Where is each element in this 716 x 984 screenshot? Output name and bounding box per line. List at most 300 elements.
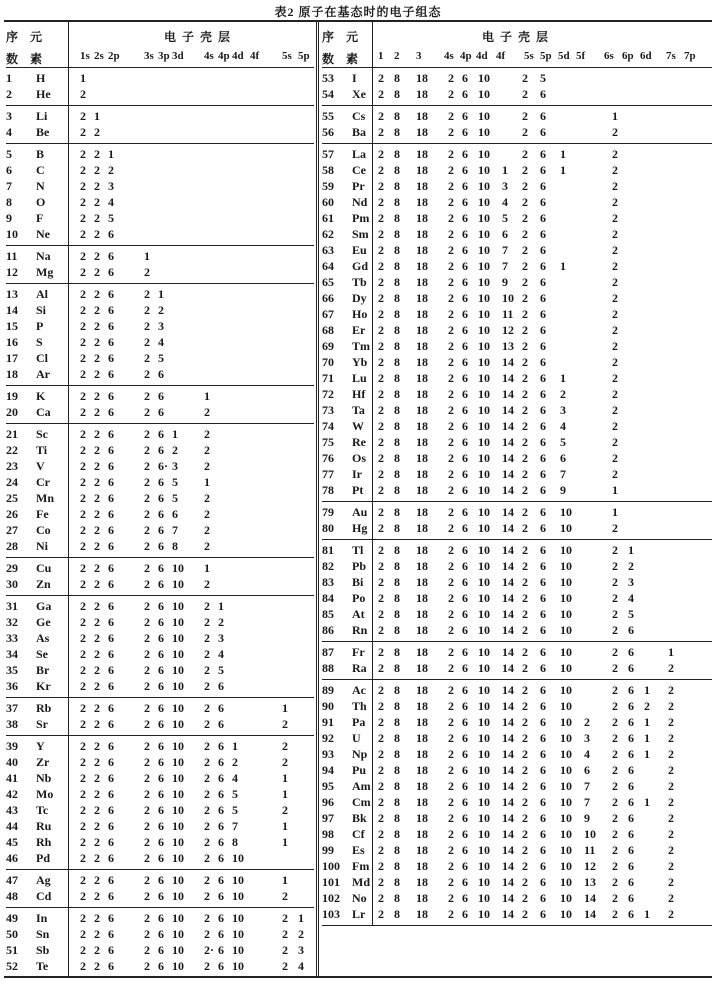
atomic-number: 72 <box>322 387 334 401</box>
element-row <box>6 755 314 771</box>
electron-count: 2 <box>94 125 100 139</box>
electron-count: 2 <box>80 459 86 473</box>
atomic-number: 32 <box>6 615 18 629</box>
electron-count: 2 <box>522 623 528 637</box>
electron-count: 2 <box>522 451 528 465</box>
electron-count: 2 <box>94 507 100 521</box>
atomic-number: 71 <box>322 371 334 385</box>
electron-count: 2 <box>94 351 100 365</box>
element-symbol: At <box>352 607 365 621</box>
electron-count: 2 <box>80 679 86 693</box>
electron-count: 6 <box>628 843 634 857</box>
electron-count: 6 <box>158 523 164 537</box>
element-row <box>322 715 712 731</box>
row-rule <box>68 676 69 698</box>
element-row <box>6 179 314 195</box>
electron-count: 14 <box>502 645 514 659</box>
electron-count: 1 <box>282 701 288 715</box>
electron-count: 1 <box>560 371 566 385</box>
electron-count: 6 <box>158 943 164 957</box>
electron-count: 10 <box>560 645 572 659</box>
electron-count: 6 <box>462 163 468 177</box>
electron-count: 9 <box>560 483 566 497</box>
electron-count: 2 <box>80 739 86 753</box>
atomic-number: 27 <box>6 523 18 537</box>
electron-count: 2 <box>378 147 384 161</box>
electron-count: 6 <box>108 647 114 661</box>
shell-subheader: 7s <box>666 50 676 62</box>
electron-count: 18 <box>416 875 428 889</box>
electron-count: 2 <box>204 663 210 677</box>
element-row <box>322 243 712 259</box>
electron-count: 10 <box>478 843 490 857</box>
electron-count: 6 <box>158 427 164 441</box>
electron-count: 6 <box>540 195 546 209</box>
electron-count: 18 <box>416 645 428 659</box>
electron-count: 2 <box>612 259 618 273</box>
electron-count: 2 <box>80 179 86 193</box>
element-group <box>6 870 314 908</box>
atomic-number: 75 <box>322 435 334 449</box>
electron-count: 6 <box>540 355 546 369</box>
atomic-number: 57 <box>322 147 334 161</box>
shell-subheader: 4f <box>496 50 506 62</box>
electron-count: 8 <box>394 483 400 497</box>
electron-count: 2 <box>172 443 178 457</box>
electron-count: 2 <box>378 467 384 481</box>
electron-count: 6 <box>108 927 114 941</box>
element-symbol: Ni <box>36 539 48 553</box>
electron-count: 2 <box>144 577 150 591</box>
electron-count: 18 <box>416 227 428 241</box>
atomic-number: 33 <box>6 631 18 645</box>
element-group <box>6 698 314 736</box>
electron-count: 8 <box>394 827 400 841</box>
atomic-number: 50 <box>6 927 18 941</box>
element-symbol: Co <box>36 523 51 537</box>
electron-count: 11 <box>584 843 596 857</box>
electron-count: 2 <box>80 889 86 903</box>
electron-count: 8 <box>394 451 400 465</box>
electron-count: 6 <box>628 747 634 761</box>
electron-count: 6 <box>108 803 114 817</box>
electron-count: 10 <box>232 943 244 957</box>
element-row <box>6 475 314 491</box>
atomic-number: 91 <box>322 715 334 729</box>
electron-count: 2 <box>448 467 454 481</box>
electron-count: 6 <box>462 259 468 273</box>
electron-count: 10 <box>172 679 184 693</box>
electron-count: 2 <box>612 163 618 177</box>
element-symbol: N <box>36 179 45 193</box>
electron-count: 10 <box>172 577 184 591</box>
electron-count: 4 <box>628 591 634 605</box>
electron-count: 6 <box>628 699 634 713</box>
electron-count: 2 <box>80 819 86 833</box>
element-symbol: Ho <box>352 307 368 321</box>
electron-count: 2 <box>612 125 618 139</box>
atomic-number: 6 <box>6 163 12 177</box>
electron-count: 2 <box>378 371 384 385</box>
electron-count: 8 <box>394 109 400 123</box>
electron-count: 18 <box>416 163 428 177</box>
electron-count: 2 <box>522 811 528 825</box>
electron-count: 6 <box>158 787 164 801</box>
electron-count: 2 <box>108 163 114 177</box>
electron-count: 5 <box>172 491 178 505</box>
element-symbol: Se <box>36 647 48 661</box>
electron-count: 8 <box>394 147 400 161</box>
electron-count: 1 <box>628 543 634 557</box>
electron-count: 2 <box>612 339 618 353</box>
electron-count: 2 <box>94 717 100 731</box>
element-symbol: No <box>352 891 367 905</box>
electron-count: 2 <box>668 731 674 745</box>
electron-count: 1 <box>144 249 150 263</box>
element-row <box>6 87 314 103</box>
electron-count: 3 <box>502 179 508 193</box>
electron-count: 2 <box>378 275 384 289</box>
electron-count: 2 <box>522 227 528 241</box>
electron-count: 2 <box>80 109 86 123</box>
atomic-number: 1 <box>6 71 12 85</box>
atomic-number: 11 <box>6 249 18 263</box>
element-symbol: Mg <box>36 265 54 279</box>
electron-count: 10 <box>478 355 490 369</box>
electron-count: 6 <box>158 663 164 677</box>
electron-count: 1 <box>560 259 566 273</box>
element-group <box>6 386 314 424</box>
electron-count: 10 <box>172 663 184 677</box>
electron-count: 2 <box>612 323 618 337</box>
element-symbol: La <box>352 147 367 161</box>
electron-count: 6 <box>540 907 546 921</box>
electron-count: 2 <box>80 615 86 629</box>
element-symbol: Si <box>36 303 47 317</box>
electron-count: 6 <box>108 335 114 349</box>
electron-count: 2 <box>522 179 528 193</box>
electron-count: 2 <box>612 623 618 637</box>
electron-count: 4 <box>584 747 590 761</box>
element-row <box>6 443 314 459</box>
element-row <box>322 339 712 355</box>
electron-count: 2 <box>144 889 150 903</box>
electron-count: 2 <box>144 561 150 575</box>
electron-count: 2 <box>94 851 100 865</box>
electron-count: 6 <box>540 623 546 637</box>
electron-count: 18 <box>416 661 428 675</box>
electron-count: 6 <box>462 683 468 697</box>
electron-count: 6 <box>158 717 164 731</box>
electron-count: 2 <box>522 505 528 519</box>
element-row <box>322 291 712 307</box>
electron-count: 10 <box>478 521 490 535</box>
electron-count: 3 <box>584 731 590 745</box>
electron-count: 10 <box>560 607 572 621</box>
electron-count: 2 <box>94 179 100 193</box>
element-symbol: Os <box>352 451 367 465</box>
electron-count: 1 <box>560 163 566 177</box>
element-row <box>322 645 712 661</box>
shell-subheader: 7p <box>684 50 696 62</box>
electron-count: 10 <box>560 559 572 573</box>
electron-count: 10 <box>478 147 490 161</box>
element-row <box>322 779 712 795</box>
electron-count: 2 <box>204 539 210 553</box>
atomic-number: 56 <box>322 125 334 139</box>
electron-count: 10 <box>478 747 490 761</box>
electron-count: 2 <box>218 615 224 629</box>
electron-count: 14 <box>502 543 514 557</box>
electron-count: 2 <box>668 683 674 697</box>
electron-count: 7 <box>584 795 590 809</box>
electron-count: 6 <box>108 367 114 381</box>
element-symbol: Br <box>36 663 50 677</box>
atomic-number: 44 <box>6 819 18 833</box>
element-symbol: Ti <box>36 443 48 457</box>
electron-count: 2 <box>668 907 674 921</box>
element-symbol: B <box>36 147 45 161</box>
electron-count: 10 <box>478 339 490 353</box>
electron-count: 6 <box>158 755 164 769</box>
electron-count: 2 <box>612 355 618 369</box>
electron-count: 2 <box>612 645 618 659</box>
electron-count: 2 <box>668 699 674 713</box>
electron-count: 12 <box>584 859 596 873</box>
electron-count: 6 <box>158 647 164 661</box>
electron-count: 14 <box>502 747 514 761</box>
atomic-number: 18 <box>6 367 18 381</box>
electron-count: 18 <box>416 907 428 921</box>
electron-count: 2 <box>522 827 528 841</box>
electron-count: 2 <box>80 835 86 849</box>
electron-count: 18 <box>416 259 428 273</box>
electron-count: 1 <box>668 645 674 659</box>
electron-count: 2 <box>378 211 384 225</box>
electron-count: 6 <box>158 771 164 785</box>
electron-count: 6 <box>218 755 224 769</box>
electron-count: 2 <box>94 755 100 769</box>
element-row <box>322 875 712 891</box>
electron-count: 1 <box>612 505 618 519</box>
element-row <box>322 147 712 163</box>
electron-count: 2 <box>94 959 100 973</box>
electron-count: 2 <box>612 521 618 535</box>
electron-count: 14 <box>502 483 514 497</box>
element-symbol: Th <box>352 699 367 713</box>
element-row <box>6 717 314 733</box>
electron-count: 2 <box>522 71 528 85</box>
electron-count: 6 <box>462 307 468 321</box>
electron-count: 2 <box>80 771 86 785</box>
electron-count: 2 <box>144 663 150 677</box>
electron-count: 2 <box>80 163 86 177</box>
electron-count: 6 <box>540 505 546 519</box>
element-row <box>322 623 712 639</box>
electron-count: 2 <box>282 803 288 817</box>
electron-count: 10 <box>560 575 572 589</box>
electron-count: 6 <box>540 661 546 675</box>
electron-count: 2 <box>94 367 100 381</box>
electron-count: 2 <box>448 243 454 257</box>
electron-count: 14 <box>502 607 514 621</box>
electron-count: 10 <box>478 779 490 793</box>
electron-count: 2 <box>522 275 528 289</box>
element-row <box>6 873 314 889</box>
electron-count: 2 <box>448 419 454 433</box>
electron-count: 5 <box>540 71 546 85</box>
electron-count: 2 <box>612 211 618 225</box>
electron-count: 6 <box>158 367 164 381</box>
electron-count: 6 <box>158 405 164 419</box>
shell-subheader: 4d <box>476 50 488 62</box>
electron-count: 6 <box>108 539 114 553</box>
electron-count: 2 <box>378 259 384 273</box>
electron-count: 2 <box>612 811 618 825</box>
center-divider <box>316 22 319 978</box>
electron-count: 2 <box>522 387 528 401</box>
element-row <box>322 575 712 591</box>
electron-count: 2 <box>522 891 528 905</box>
shell-header: 电子壳层 <box>164 30 237 44</box>
element-row <box>6 319 314 335</box>
electron-count: 2 <box>522 323 528 337</box>
electron-count: 2 <box>612 307 618 321</box>
electron-count: 2 <box>378 435 384 449</box>
element-row <box>322 163 712 179</box>
electron-count: 2 <box>94 701 100 715</box>
electron-count: 2 <box>522 371 528 385</box>
electron-count: 7 <box>560 467 566 481</box>
electron-count: 14 <box>502 779 514 793</box>
electron-count: 2 <box>612 683 618 697</box>
electron-count: 2 <box>204 717 210 731</box>
electron-count: 6 <box>108 577 114 591</box>
electron-count: 2 <box>94 443 100 457</box>
electron-count: 2 <box>448 71 454 85</box>
electron-count: 2 <box>612 891 618 905</box>
element-row <box>322 559 712 575</box>
electron-count: 2 <box>522 731 528 745</box>
electron-count: 6 <box>462 339 468 353</box>
electron-count: 8 <box>394 843 400 857</box>
element-symbol: Ar <box>36 367 50 381</box>
electron-count: 18 <box>416 891 428 905</box>
element-symbol: Xe <box>352 87 366 101</box>
electron-count: 2 <box>80 717 86 731</box>
electron-count: 2 <box>612 827 618 841</box>
electron-count: 6 <box>108 739 114 753</box>
electron-count: 10 <box>478 661 490 675</box>
shell-subheader: 4p <box>460 50 472 62</box>
electron-count: 2 <box>144 539 150 553</box>
electron-count: 2 <box>378 355 384 369</box>
electron-count: 2 <box>204 851 210 865</box>
electron-count: 10 <box>478 323 490 337</box>
electron-count: 1 <box>644 683 650 697</box>
electron-count: 2 <box>448 699 454 713</box>
electron-count: 6 <box>108 443 114 457</box>
element-row <box>6 835 314 851</box>
electron-count: 2 <box>448 591 454 605</box>
electron-count: 18 <box>416 435 428 449</box>
electron-count: 6 <box>158 577 164 591</box>
electron-count: 2 <box>522 543 528 557</box>
electron-count: 6 <box>462 891 468 905</box>
electron-count: 2 <box>144 717 150 731</box>
element-symbol: Sm <box>352 227 369 241</box>
electron-count: 2 <box>144 287 150 301</box>
electron-count: 2 <box>448 109 454 123</box>
electron-count: 10 <box>560 715 572 729</box>
electron-count: 18 <box>416 71 428 85</box>
electron-count: 6 <box>158 631 164 645</box>
element-row <box>322 195 712 211</box>
electron-count: 6 <box>158 851 164 865</box>
electron-count: 10 <box>478 451 490 465</box>
atomic-number: 48 <box>6 889 18 903</box>
electron-count: 14 <box>502 907 514 921</box>
atomic-number: 87 <box>322 645 334 659</box>
electron-count: 10 <box>172 873 184 887</box>
electron-count: 6 <box>540 699 546 713</box>
electron-count: 6 <box>462 243 468 257</box>
electron-count: 2 <box>378 795 384 809</box>
element-row <box>322 323 712 339</box>
electron-count: 6 <box>540 715 546 729</box>
electron-count: 6 <box>158 927 164 941</box>
electron-count: 6 <box>540 323 546 337</box>
electron-count: 2 <box>448 275 454 289</box>
atomic-number: 41 <box>6 771 18 785</box>
row-rule <box>68 262 69 284</box>
electron-count: 2 <box>522 259 528 273</box>
atomic-number: 103 <box>322 907 340 921</box>
electron-count: 6 <box>108 663 114 677</box>
electron-count: 14 <box>502 387 514 401</box>
electron-count: 1 <box>612 109 618 123</box>
element-symbol: Er <box>352 323 366 337</box>
atomic-number: 36 <box>6 679 18 693</box>
electron-count: 2 <box>204 631 210 645</box>
electron-count: 14 <box>502 623 514 637</box>
electron-count: 2 <box>378 451 384 465</box>
element-row <box>6 265 314 281</box>
electron-count: 8 <box>394 125 400 139</box>
electron-count: 6 <box>628 859 634 873</box>
row-rule <box>68 224 69 246</box>
electron-count: 2 <box>144 351 150 365</box>
electron-count: 2 <box>80 561 86 575</box>
electron-count: 2 <box>282 927 288 941</box>
atomic-number: 85 <box>322 607 334 621</box>
element-row <box>6 147 314 163</box>
left-header <box>6 22 314 68</box>
electron-count: 14 <box>502 559 514 573</box>
electron-count: 6 <box>540 575 546 589</box>
atomic-number: 77 <box>322 467 334 481</box>
electron-count: 6 <box>628 763 634 777</box>
electron-count: 2 <box>144 427 150 441</box>
electron-count: 6 <box>462 607 468 621</box>
element-row <box>6 911 314 927</box>
atomic-number: 69 <box>322 339 334 353</box>
element-symbol: Zn <box>36 577 51 591</box>
electron-count: 2 <box>668 875 674 889</box>
electron-count: 2 <box>378 907 384 921</box>
electron-count: 18 <box>416 467 428 481</box>
electron-count: 2 <box>80 427 86 441</box>
